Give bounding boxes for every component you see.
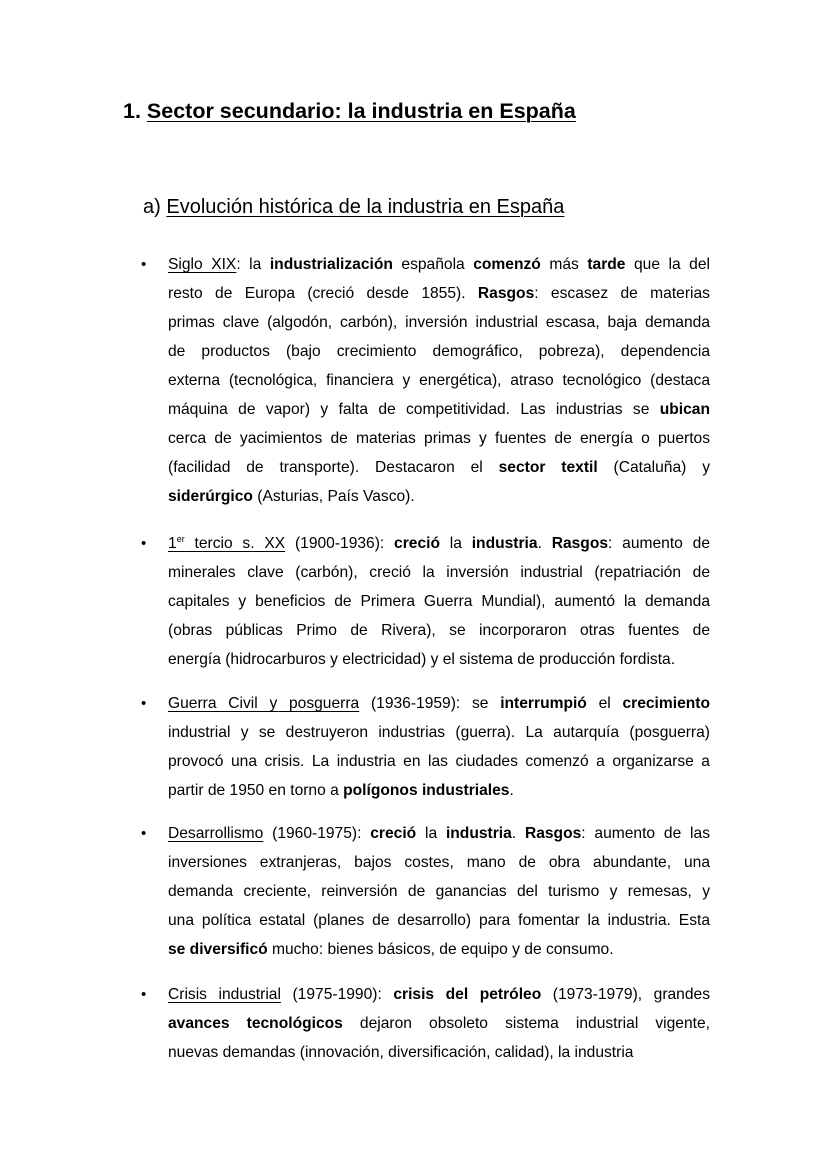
text-line <box>168 424 710 453</box>
text-run: una política estatal (planes de desarrollo) para fomentar la industria. Esta <box>168 912 710 929</box>
section-title: Sector secundario: la industria en España <box>146 99 576 123</box>
text-run: (Cataluña) y <box>597 459 710 476</box>
text-line <box>168 250 710 279</box>
bold-term: avances tecnológicos <box>168 1015 343 1032</box>
text-line <box>168 529 710 558</box>
text-line <box>168 1009 710 1038</box>
subsection-letter: a) <box>143 196 161 218</box>
bold-term: Rasgos <box>524 825 582 842</box>
text-line <box>168 877 710 906</box>
text-run: (1936-1959): se <box>359 695 501 712</box>
text-run: demanda creciente, reinversión de ganancias del turismo y remesas, y <box>168 883 710 900</box>
text-run: española <box>392 256 474 273</box>
section-number: 1. <box>123 99 141 123</box>
text-line <box>168 279 710 308</box>
bold-term: ubican <box>659 401 710 418</box>
text-run: partir de 1950 en torno a <box>168 782 344 799</box>
text-run: : escasez de materias <box>534 285 710 302</box>
list-item-desarrollismo <box>168 819 710 964</box>
text-run: de productos (bajo crecimiento demográfico, pobreza), dependencia <box>168 343 710 360</box>
text-run: : la <box>236 256 270 273</box>
text-line <box>168 848 710 877</box>
bold-term: interrumpió <box>500 695 587 712</box>
bold-term: se diversificó <box>168 941 268 958</box>
bold-term: siderúrgico <box>168 488 253 505</box>
bold-term: Rasgos <box>551 535 609 552</box>
text-run: inversiones extranjeras, bajos costes, mano de obra abundante, una <box>168 854 710 871</box>
text-run: máquina de vapor) y falta de competitividad. Las industrias se <box>168 401 660 418</box>
text-line <box>168 337 710 366</box>
text-run: mucho: bienes básicos, de equipo y de consumo. <box>267 941 614 958</box>
text-run: resto de Europa (creció desde 1855). <box>168 285 478 302</box>
text-line <box>168 395 710 424</box>
text-run: (1960-1975): <box>263 825 371 842</box>
text-run: industrial y se destruyeron industrias (guerra). La autarquía (posguerra) <box>168 724 710 741</box>
period-label: 1er tercio s. XX <box>168 534 286 552</box>
bold-term: creció <box>394 535 440 552</box>
text-run: (1975-1990): <box>280 986 394 1003</box>
text-line <box>168 645 710 674</box>
text-run: (obras públicas Primo de Rivera), se incorporaron otras fuentes de <box>168 622 710 639</box>
text-run: dejaron obsoleto sistema industrial vigente, <box>342 1015 710 1032</box>
text-line <box>168 906 710 935</box>
text-line <box>168 366 710 395</box>
text-line <box>168 587 710 616</box>
bold-term: industria <box>445 825 512 842</box>
period-label: Guerra Civil y posguerra <box>168 695 360 712</box>
text-run: la <box>439 535 472 552</box>
text-line <box>168 819 710 848</box>
text-run: nuevas demandas (innovación, diversificación, calidad), la industria <box>168 1044 634 1061</box>
text-line <box>168 482 710 511</box>
bold-term: creció <box>370 825 417 842</box>
period-label: Siglo XIX <box>168 256 237 273</box>
bold-term: tarde <box>587 256 626 273</box>
list-item-siglo-xix <box>168 250 710 511</box>
list-item-crisis-industrial <box>168 980 710 1067</box>
text-run: (facilidad de transporte). Destacaron el <box>168 459 499 476</box>
list-item-primer-tercio <box>168 529 710 674</box>
text-run: . <box>509 782 514 799</box>
text-run: energía (hidrocarburos y electricidad) y el sistema de producción fordista. <box>168 651 676 668</box>
text-line <box>168 1038 710 1067</box>
text-line <box>168 689 710 718</box>
text-run: : aumento de <box>608 535 710 552</box>
period-label: Desarrollismo <box>168 825 264 842</box>
period-label: Crisis industrial <box>168 986 281 1003</box>
text-run: (Asturias, País Vasco). <box>252 488 415 505</box>
text-run: . <box>537 535 552 552</box>
list-item-guerra-civil <box>168 689 710 805</box>
text-run: : aumento de las <box>581 825 710 842</box>
text-line <box>168 718 710 747</box>
text-run: minerales clave (carbón), creció la inversión industrial (repatriación de <box>168 564 710 581</box>
bold-term: crisis del petróleo <box>393 986 542 1003</box>
text-line <box>168 308 710 337</box>
text-run: primas clave (algodón, carbón), inversión industrial escasa, baja demanda <box>168 314 710 331</box>
text-run: provocó una crisis. La industria en las ciudades comenzó a organizarse a <box>168 753 710 770</box>
text-line <box>168 558 710 587</box>
bold-term: industrialización <box>269 256 393 273</box>
subsection-title: Evolución histórica de la industria en España <box>166 196 565 218</box>
text-line <box>168 935 710 964</box>
text-line <box>168 616 710 645</box>
text-run: externa (tecnológica, financiera y energética), atraso tecnológico (destaca <box>168 372 710 389</box>
text-run: . <box>511 825 525 842</box>
text-line <box>168 747 710 776</box>
text-line <box>168 776 710 805</box>
text-run: la <box>416 825 446 842</box>
text-run: capitales y beneficios de Primera Guerra Mundial), aumentó la demanda <box>168 593 710 610</box>
bold-term: industria <box>471 535 538 552</box>
text-run: más <box>540 256 588 273</box>
text-line <box>168 453 710 482</box>
bold-term: comenzó <box>473 256 541 273</box>
text-run: (1900-1936): <box>285 535 395 552</box>
subsection-heading <box>143 194 564 220</box>
text-run: cerca de yacimientos de materias primas y fuentes de energía o puertos <box>168 430 710 447</box>
section-heading <box>123 97 576 125</box>
text-run: el <box>586 695 623 712</box>
text-run: que la del <box>625 256 710 273</box>
bold-term: crecimiento <box>622 695 711 712</box>
bold-term: sector textil <box>498 459 598 476</box>
text-run: (1973-1979), grandes <box>541 986 710 1003</box>
text-line <box>168 980 710 1009</box>
bold-term: polígonos industriales <box>343 782 510 799</box>
bold-term: Rasgos <box>477 285 535 302</box>
